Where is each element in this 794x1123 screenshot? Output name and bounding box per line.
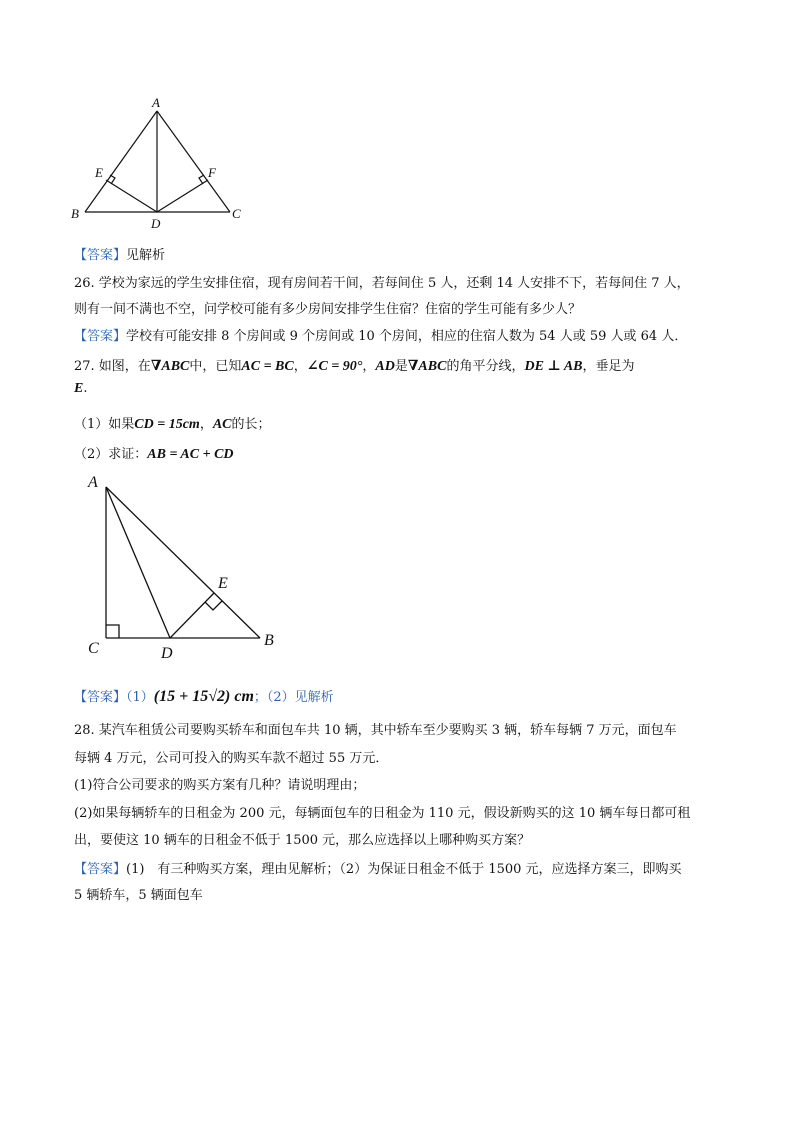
q26-line-2: 则有一间不满也不空，问学校可能有多少房间安排学生住宿？住宿的学生可能有多少人？: [74, 302, 582, 317]
q27-mid2: 是: [394, 359, 408, 374]
answer-expression: (15 + 15√2) cm: [153, 688, 254, 705]
q25-answer: [74, 244, 165, 263]
q27-tail: ，垂足为: [582, 359, 635, 374]
q28-line-2: 每辆 4 万元，公司可投入的购买车款不超过 55 万元．: [74, 751, 389, 766]
label-e: E: [218, 575, 228, 592]
figure-triangle-abc-def: [60, 90, 260, 230]
answer-tag: 【答案】: [74, 862, 127, 877]
q27-part-2: [74, 443, 234, 463]
q26-line-1: 26. 学校为家远的学生安排住宿，现有房间若干间，若每间住 5 人，还剩 14 人安排不下，若每间住 7 人，: [74, 276, 690, 291]
part2-prefix: （2）求证：: [74, 447, 148, 462]
answer-tag: 【答案】: [74, 329, 127, 344]
answer-tag: 【答案】: [74, 248, 127, 263]
q26-answer: [74, 325, 687, 344]
right-angle-mark-e: [205, 601, 222, 610]
q27-stem-line-1: [74, 355, 635, 375]
q27-mid1: 中，已知: [189, 359, 242, 374]
q27-e-letter: E: [74, 381, 84, 396]
label-b: B: [71, 206, 79, 221]
label-c: C: [88, 640, 99, 657]
q27-angle-c: ∠C = 90°: [306, 359, 363, 374]
answer-part1-label: （1）: [126, 690, 154, 705]
answer-text: 学校有可能安排 8 个房间或 9 个房间或 10 个房间，相应的住宿人数为 54 人或 59 人或 64 人．: [126, 329, 688, 344]
label-e: E: [95, 165, 103, 180]
answer-text: 见解析: [126, 248, 166, 263]
q27-triangle-symbol: ∇ABC: [150, 359, 190, 374]
label-f: F: [208, 165, 216, 180]
q27-sep1: ，: [293, 359, 307, 374]
q28-line-3: (1)符合公司要求的购买方案有几种？请说明理由；: [74, 778, 366, 793]
part1-prefix: （1）如果: [74, 417, 135, 432]
part2-eq: AB = AC + CD: [147, 447, 234, 462]
part1-tail: 的长；: [231, 417, 271, 432]
q27-period: .: [83, 381, 88, 396]
q27-eq-ac-bc: AC = BC: [241, 359, 294, 374]
answer-part2: ；（2）见解析: [253, 690, 334, 705]
q27-sep2: ，: [362, 359, 376, 374]
segment-df: [157, 180, 208, 212]
part1-mid: ，: [199, 417, 213, 432]
part1-ac: AC: [212, 417, 232, 432]
segment-de: [106, 180, 157, 212]
q27-triangle-symbol-2: ∇ABC: [407, 359, 447, 374]
label-d: D: [161, 645, 173, 662]
label-a: A: [152, 95, 160, 110]
q28-line-1: 28. 某汽车租赁公司要购买轿车和面包车共 10 辆，其中轿车至少要购买 3 辆，轿车每辆 7 万元，面包车: [74, 723, 677, 738]
q28-line-4: (2)如果每辆轿车的日租金为 200 元，每辆面包车的日租金为 110 元，假设新购买的这 10 辆车每日都可租: [74, 806, 691, 821]
segment-ad: [106, 487, 170, 638]
label-a: A: [88, 474, 98, 491]
segment-ac: [157, 111, 230, 212]
q27-stem-line-2: [74, 381, 87, 397]
answer-text-1: (1) 有三种购买方案，理由见解析；（2）为保证日租金不低于 1500 元，应选择方案三，即购买: [126, 862, 682, 877]
q27-answer: [74, 686, 334, 706]
label-c: C: [232, 206, 241, 221]
label-d: D: [151, 216, 161, 230]
q27-prefix: 27. 如图，在: [74, 359, 151, 374]
q27-part-1: [74, 413, 271, 433]
segment-ab: [106, 487, 260, 638]
q28-answer-line-1: [74, 858, 682, 877]
segment-de: [170, 593, 214, 638]
q27-ad: AD: [375, 359, 395, 374]
segment-ab: [85, 111, 157, 212]
label-b: B: [264, 632, 274, 649]
part1-eq: CD = 15cm: [134, 417, 200, 432]
q27-perp: DE ⊥ AB: [524, 359, 583, 374]
q28-line-5: 出，要使这 10 辆车的日租金不低于 1500 元，那么应选择以上哪种购买方案？: [74, 833, 531, 848]
q27-mid3: 的角平分线，: [446, 359, 525, 374]
q28-answer-line-2: 5 辆轿车，5 辆面包车: [74, 888, 203, 903]
right-angle-mark-c: [106, 625, 119, 638]
answer-tag: 【答案】: [74, 690, 127, 705]
figure-right-triangle-acb: [80, 470, 290, 665]
